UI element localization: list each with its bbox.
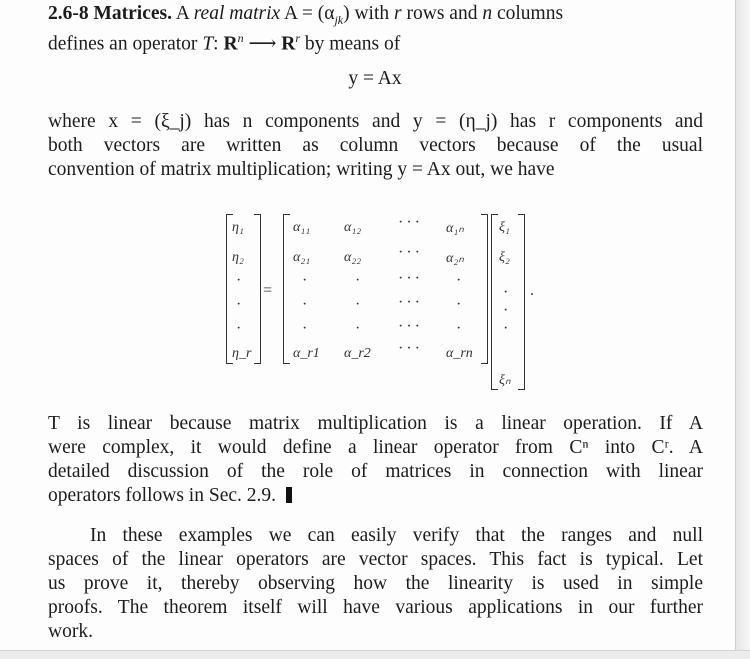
p4-line1: In these examples we can easily verify that the ranges and null xyxy=(90,525,703,546)
p2-line2: both vectors are written as column vectors because of the usual xyxy=(48,135,703,156)
col-dot: · xyxy=(355,296,364,313)
p4-line4: proofs. The theorem itself will have various applications in our further xyxy=(48,597,703,618)
p1-R: R xyxy=(223,33,238,55)
col-dot: · xyxy=(302,272,311,289)
col-dot: · xyxy=(355,320,364,337)
eta-bracket-right xyxy=(254,214,261,364)
p2-line1: where x = (ξ_j) has n components and y = (η_j) has r components and xyxy=(48,111,703,132)
p1-text: ) with xyxy=(343,3,395,24)
eta-r: η_r xyxy=(232,346,252,361)
xi-n: ξₙ xyxy=(499,373,511,388)
alpha-bracket-left xyxy=(283,214,290,364)
p1-text: rows and xyxy=(401,3,483,24)
xi-dot: · xyxy=(503,284,512,301)
p1-text: A = (α xyxy=(280,3,335,24)
p4-line2: spaces of the linear operators are vector spaces. This fact is typical. Let xyxy=(48,549,703,570)
page-edge-right xyxy=(735,0,750,659)
p1-n: n xyxy=(482,3,493,24)
xi-1: ξ₁ xyxy=(499,220,510,235)
col-dot: · xyxy=(456,320,465,337)
xi-bracket-left xyxy=(491,214,498,390)
p1-sup-n: n xyxy=(237,31,244,45)
p1-sup-r: r xyxy=(295,31,301,45)
alpha-12: α₁₂ xyxy=(344,220,362,235)
row-ellipsis: ··· xyxy=(398,340,423,357)
eta-dot: · xyxy=(236,296,245,313)
p1-text: A xyxy=(172,3,194,24)
p1-text: : xyxy=(213,33,224,55)
row-ellipsis: ··· xyxy=(398,244,423,261)
diag-dots: ··· xyxy=(398,318,423,335)
p4-line3: us prove it, thereby observing how the linearity is used in simple xyxy=(48,573,703,594)
p1-r: r xyxy=(394,3,402,24)
alpha-1n: α₁ₙ xyxy=(446,221,464,236)
arrow: ⟶ xyxy=(243,33,282,55)
alpha-11: α₁₁ xyxy=(293,220,311,235)
p2-line3: convention of matrix multiplication; writing y = Ax out, we have xyxy=(48,159,555,180)
page-edge-bottom xyxy=(0,650,750,659)
alpha-21: α₂₁ xyxy=(293,250,311,265)
section-heading: 2.6-8 Matrices. xyxy=(48,3,172,24)
row-ellipsis: ··· xyxy=(398,214,423,231)
p1-text: by means of xyxy=(300,33,401,55)
p3-line1: T is linear because matrix multiplication is a linear operation. If A xyxy=(48,413,703,434)
col-dot: · xyxy=(302,296,311,313)
eta-2: η₂ xyxy=(232,250,244,265)
col-dot: · xyxy=(355,272,364,289)
xi-2: ξ₂ xyxy=(499,250,510,265)
p1-text: columns xyxy=(492,3,564,24)
col-dot: · xyxy=(456,272,465,289)
alpha-r1: α_r1 xyxy=(293,346,320,361)
p3-line4 xyxy=(48,484,703,508)
col-dot: · xyxy=(456,296,465,313)
diag-dots: ··· xyxy=(398,270,423,287)
p1-T: T xyxy=(202,33,214,55)
alpha-rn: α_rn xyxy=(446,346,473,361)
alpha-2n: α₂ₙ xyxy=(446,251,464,266)
p1-line2 xyxy=(48,26,703,57)
alpha-r2: α_r2 xyxy=(344,346,371,361)
p1-R: R xyxy=(281,33,296,55)
end-of-proof-mark xyxy=(286,487,292,503)
period: . xyxy=(530,282,534,299)
p3-line3: detailed discussion of the role of matrices in connection with linear xyxy=(48,461,703,482)
p1-subscript: jk xyxy=(334,12,344,27)
xi-dot: · xyxy=(503,320,512,337)
p1-real-matrix: real matrix xyxy=(193,3,281,24)
alpha-bracket-right xyxy=(481,214,488,364)
xi-dot: · xyxy=(503,302,512,319)
eta-1: η₁ xyxy=(232,220,244,235)
p3-line2: were complex, it would define a linear operator from Cⁿ into Cʳ. A xyxy=(48,437,703,458)
eta-dot: · xyxy=(236,320,245,337)
eta-bracket-left xyxy=(226,214,233,364)
diag-dots: ··· xyxy=(398,294,423,311)
eta-dot: · xyxy=(236,272,245,289)
p4-line5: work. xyxy=(48,621,93,642)
col-dot: · xyxy=(302,320,311,337)
equation-y-ax: y = Ax xyxy=(348,68,402,89)
xi-bracket-right xyxy=(518,214,525,390)
equals-sign: = xyxy=(263,282,273,299)
alpha-22: α₂₂ xyxy=(344,250,362,265)
p1-text: defines an operator xyxy=(48,33,203,55)
p3-line4-text: operators follows in Sec. 2.9. xyxy=(48,485,277,506)
